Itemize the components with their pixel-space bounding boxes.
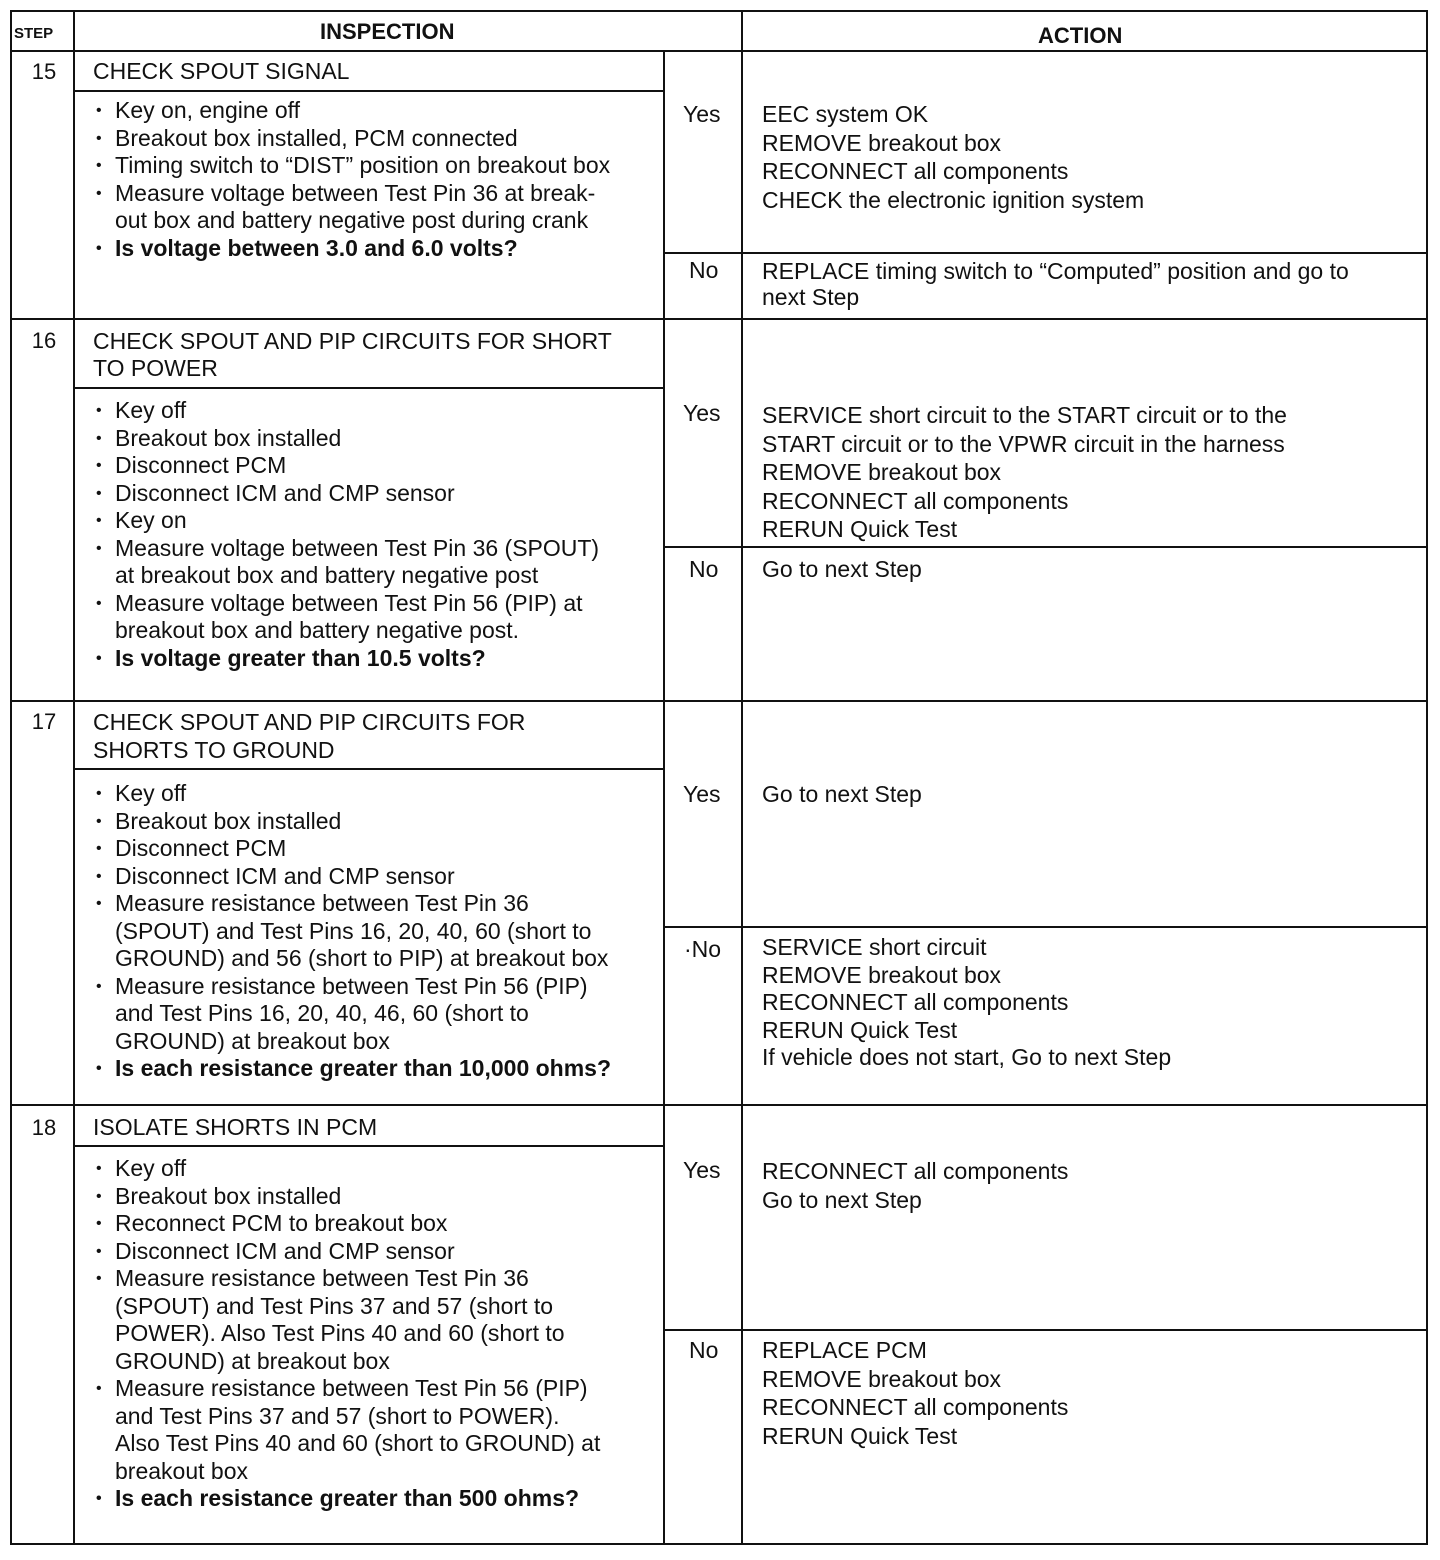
action-line: RECONNECT all components (762, 158, 1069, 184)
title-rule-18 (73, 1145, 665, 1147)
divider-step-col (73, 10, 75, 1545)
inspection-list (92, 397, 599, 672)
no-actions (762, 1336, 1068, 1450)
inspection-item: • Measure voltage between Test Pin 36 at break- out box and battery negative post during crank (92, 180, 610, 235)
action-line: Go to next Step (762, 556, 922, 582)
yes-actions (762, 780, 922, 809)
inspection-item: • Measure resistance between Test Pin 36 (SPOUT) and Test Pins 37 and 57 (short to POWER). Also Test Pins 40 and 60 (short to GROUND) at breakout box (92, 1265, 600, 1375)
yes-label: Yes (683, 400, 721, 426)
inspection-item: • Disconnect PCM (92, 835, 611, 863)
inspection-item: • Breakout box installed (92, 1183, 600, 1211)
step-title: TO POWER (93, 355, 218, 381)
action-line: RECONNECT all components (762, 1394, 1069, 1420)
action-line: SERVICE short circuit (762, 934, 987, 960)
no-actions (762, 555, 922, 584)
no-label: No (689, 556, 719, 582)
divider-answer-col (663, 52, 665, 1545)
yes-label: Yes (683, 781, 721, 807)
no-label: ·No (684, 936, 722, 962)
action-line: SERVICE short circuit to the START circuit or to the (762, 402, 1287, 428)
inspection-item: • Disconnect ICM and CMP sensor (92, 1238, 600, 1266)
inspection-item: • Timing switch to “DIST” position on breakout box (92, 152, 610, 180)
inspection-item: • Disconnect ICM and CMP sensor (92, 863, 611, 891)
action-line: next Step (762, 284, 860, 310)
inspection-item: • Key on (92, 507, 599, 535)
inspection-question: • Is voltage greater than 10.5 volts? (92, 645, 599, 673)
inspection-question: • Is each resistance greater than 500 ohms? (92, 1485, 600, 1513)
no-actions (762, 934, 1171, 1072)
yes-no-rule-18 (663, 1329, 1428, 1331)
inspection-item: • Breakout box installed, PCM connected (92, 125, 610, 153)
step-rule-17 (10, 700, 1428, 702)
inspection-item: • Breakout box installed (92, 808, 611, 836)
inspection-item: • Measure voltage between Test Pin 36 (SPOUT) at breakout box and battery negative post (92, 535, 599, 590)
action-line: RERUN Quick Test (762, 516, 958, 542)
header-rule (10, 50, 1428, 52)
inspection-item: • Key on, engine off (92, 97, 610, 125)
inspection-list (92, 1155, 600, 1513)
action-line: EEC system OK (762, 101, 929, 127)
inspection-list (92, 97, 610, 262)
step-title: CHECK SPOUT SIGNAL (93, 58, 350, 84)
yes-actions (762, 1157, 1068, 1214)
inspection-item: • Key off (92, 397, 599, 425)
yes-label: Yes (683, 101, 721, 127)
no-actions (762, 258, 1349, 310)
inspection-item: • Breakout box installed (92, 425, 599, 453)
action-line: If vehicle does not start, Go to next Step (762, 1044, 1172, 1070)
action-line: REPLACE PCM (762, 1337, 927, 1363)
title-rule-15 (73, 90, 665, 92)
inspection-item: • Measure resistance between Test Pin 56 (PIP) and Test Pins 16, 20, 40, 46, 60 (short to GROUND) at breakout box (92, 973, 611, 1056)
header-inspection: INSPECTION (320, 19, 455, 44)
inspection-question: • Is each resistance greater than 10,000 ohms? (92, 1055, 611, 1083)
header-action: ACTION (1038, 23, 1123, 48)
title-rule-16 (73, 387, 665, 389)
action-line: Go to next Step (762, 781, 922, 807)
step-number: 17 (31, 709, 57, 734)
action-line: REMOVE breakout box (762, 129, 1002, 156)
action-line: REMOVE breakout box (762, 961, 1002, 988)
yes-label: Yes (683, 1157, 721, 1183)
no-label: No (689, 257, 719, 283)
yes-no-rule-16 (663, 546, 1428, 548)
inspection-item: • Reconnect PCM to breakout box (92, 1210, 600, 1238)
inspection-question: • Is voltage between 3.0 and 6.0 volts? (92, 235, 610, 263)
step-number: 16 (31, 328, 57, 353)
title-rule-17 (73, 768, 665, 770)
inspection-item: • Key off (92, 1155, 600, 1183)
action-line: RECONNECT all components (762, 989, 1069, 1015)
action-line: RECONNECT all components (762, 487, 1069, 514)
action-line: REMOVE breakout box (762, 459, 1002, 485)
inspection-item: • Key off (92, 780, 611, 808)
action-line: REMOVE breakout box (762, 1365, 1002, 1392)
yes-actions (762, 401, 1287, 544)
no-label: No (689, 1337, 719, 1363)
step-title: ISOLATE SHORTS IN PCM (93, 1114, 378, 1140)
inspection-item: • Disconnect ICM and CMP sensor (92, 480, 599, 508)
action-line: REPLACE timing switch to “Computed” position and go to (762, 258, 1349, 284)
step-title: CHECK SPOUT AND PIP CIRCUITS FOR SHORT (93, 328, 612, 354)
action-line: RERUN Quick Test (762, 1016, 958, 1043)
yes-actions (762, 100, 1144, 214)
header-step: STEP (14, 25, 54, 42)
step-number: 15 (31, 59, 57, 84)
action-line: CHECK the electronic ignition system (762, 186, 1145, 213)
inspection-item: • Measure voltage between Test Pin 56 (PIP) at breakout box and battery negative post. (92, 590, 599, 645)
action-line: Go to next Step (762, 1186, 922, 1213)
action-line: START circuit or to the VPWR circuit in the harness (762, 430, 1285, 457)
step-title: SHORTS TO GROUND (93, 737, 335, 763)
action-line: RERUN Quick Test (762, 1422, 958, 1449)
step-number: 18 (31, 1115, 57, 1140)
step-rule-16 (10, 318, 1428, 320)
inspection-item: • Measure resistance between Test Pin 36 (SPOUT) and Test Pins 16, 20, 40, 60 (short to GROUND) and 56 (short to PIP) at breakout box (92, 890, 611, 973)
divider-action-col (741, 10, 743, 1545)
action-line: RECONNECT all components (762, 1158, 1069, 1184)
yes-no-rule-17 (663, 926, 1428, 928)
inspection-item: • Measure resistance between Test Pin 56 (PIP) and Test Pins 37 and 57 (short to POWER). Also Test Pins 40 and 60 (short to GROUND) at breakout box (92, 1375, 600, 1485)
step-rule-18 (10, 1104, 1428, 1106)
yes-no-rule-15 (663, 252, 1428, 254)
inspection-item: • Disconnect PCM (92, 452, 599, 480)
step-title: CHECK SPOUT AND PIP CIRCUITS FOR (93, 709, 526, 735)
inspection-list (92, 780, 611, 1083)
